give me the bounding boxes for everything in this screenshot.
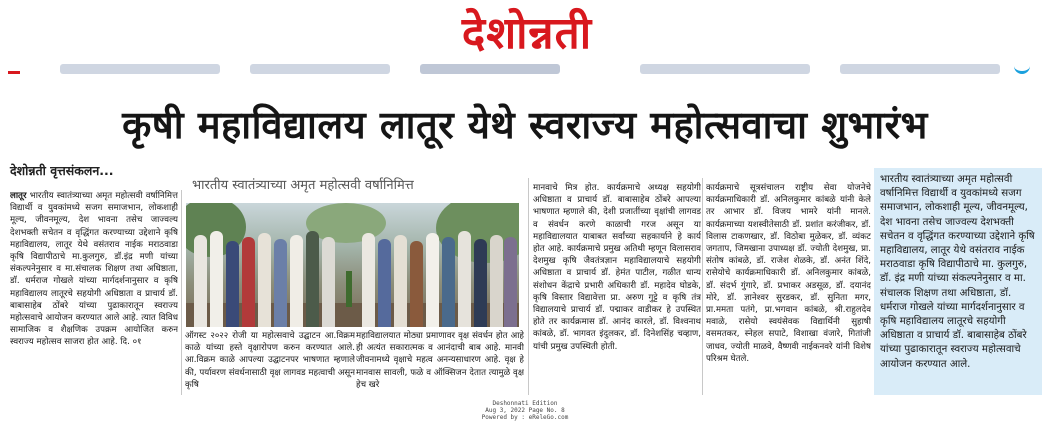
photo-person (442, 237, 455, 327)
photo-person (242, 237, 255, 327)
article-byline: देशोन्नती वृत्तसंकलन... (10, 163, 114, 178)
column-divider (181, 190, 182, 395)
highlight-sidebox: भारतीय स्वातंत्र्याच्या अमृत महोत्सवी वर्षानिमित्त विद्यार्थी व युवकांमध्ये सजग समाजभान, लोकशाही मूल्य, जीवनमूल्य, देश भावना तसेच जाज्वल्य देशभक्ती सचेतन व वृद्धिंगत करण्याच्या उद्देशाने कृषि महाविद्यालय, लातूर येथे वसंतराव नाईक मराठवाडा कृषि विद्यापीठाचे मा. कुलगुरु, डॉ. इंद्र मणी यांच्या संकल्पनेनुसार व मा. संचालक शिक्षण तथा अधिष्ठाता, डॉ. धर्मराज गोखले यांच्या मार्गदर्शनानुसार व कृषि महाविद्यालय लातूरचे सहयोगी अधिष्ठाता व प्राचार्य डॉ. बाबासाहेब ठोंबरे यांच्या पुढाकारातून स्वराज्य महोत्सवाचे आयोजन करण्यात आले. (874, 168, 1042, 395)
masthead (0, 0, 1050, 90)
masthead-cyan-mark (1014, 64, 1030, 74)
page-footer (0, 400, 1050, 421)
photo-person (490, 235, 503, 327)
photo-person (504, 237, 517, 327)
article-column-1-text: भारतीय स्वातंत्र्याच्या अमृत महोत्सवी वर्षानिमित्त विद्यार्थी व युवकांमध्ये सजग समाजभान, लोकशाही मूल्य, जीवनमूल्य, देश भावना तसेच जाज्वल्य देशभक्ती सचेतन व वृद्धिंगत करण्याच्या उद्देशाने कृषि महाविद्यालय, लातूर येथे वसंतराव नाईक मराठवाडा कृषि विद्यापीठाचे मा.कुलगुरु, डॉ.इंद्र मणी यांच्या संकल्पनेनुसार व मा.संचालक शिक्षण तथा अधिष्ठाता, डॉ. धर्मराज गोखले यांच्या मार्गदर्शनानुसार व कृषि महाविद्यालय लातूरचे सहयोगी अधिष्ठाता व प्राचार्य डॉ. बाबासाहेब ठोंबरे यांच्या पुढाकारातून स्वराज्य महोत्सवाचे आयोजन करण्यात आले आहे. त्यात विविध सामाजिक व शैक्षणिक उपक्रम आयोजित करुन स्वराज्य महोत्सव साजरा होत आहे. दि. ०१ (10, 191, 178, 348)
masthead-blur-band (250, 64, 390, 74)
article-dateline-place: लातूर (10, 191, 27, 201)
photo-person (290, 235, 303, 327)
photo-sapling (346, 271, 352, 307)
column-divider (528, 178, 529, 395)
article-column-1 (10, 190, 178, 390)
photo-person (458, 231, 471, 327)
article-column-mid-1: ऑगस्ट २०२२ रोजी या महोत्सवाचे उद्घाटन आ.विक्रम काळे यांच्या हस्ते वृक्षारोपण करुन करण्यात आले. आ.विक्रम काळे आपल्या उद्घाटनपर भाषणात म्हणाले की, पर्यावरण संवर्धनासाठी वृक्ष लागवड महत्वाची असून कृषि (185, 331, 355, 390)
masthead-blur-band (840, 64, 1000, 74)
photo-person (394, 235, 407, 327)
article-column-3: मानवाचे मित्र होत. कार्यक्रमाचे अध्यक्ष सहयोगी अधिष्ठाता व प्राचार्य डॉ. बाबासाहेब ठोंबरे आपल्या भाषणात म्हणाले की, देशी प्रजातींच्या वृक्षांची लागवड व संवर्धन करणे काळाची गरज असून या महाविद्यालयात याबाबत सर्वांच्या सहकार्याने हे कार्य होत आहे. कार्यक्रमाचे प्रमुख अतिथी म्हणून विलासराव देशमुख कृषि जैवतंत्रज्ञान महाविद्यालयाचे सहयोगी अधिष्ठाता व प्राचार्य डॉ. हेमंत पाटील, गळीत धान्य संशोधन केंद्राचे प्रभारी अधिकारी डॉ. महादेव घोडके, कृषि विस्तार विद्यावेत्ता प्रा. अरुण गुट्टे व कृषि तंत्र विद्यालयाचे प्राचार्य डॉ. पद्माकर वाडीकर हे उपस्थित होते तर कार्यक्रमास डॉ. आनंद कारले, डॉ. विश्वनाथ कांबळे, डॉ. भागवत इंदुलकर, डॉ. दिनेशसिंह चव्हाण, यांची प्रमुख उपस्थिती होती. (533, 183, 701, 352)
article-column-4: कार्यक्रमाचे सूत्रसंचालन राष्ट्रीय सेवा योजनेचे कार्यक्रमाधिकारी डॉ. अनिलकुमार कांबळे यांनी केले तर आभार डॉ. विजय भामरे यांनी मानले. कार्यक्रमाच्या यशस्वीतेसाठी डॉ. प्रशांत करंजीकर, डॉ. विलास टाकणखार, डॉ. विठोबा मुळेकर, डॉ. व्यंकट जगताप, जिमखाना उपाध्यक्ष डॉ. ज्योती देशमुख, प्रा. संतोष कांबळे, डॉ. राजेश शेळके, डॉ. अनंत शिंदे, रासेयोचे कार्यक्रमाधिकारी डॉ. अनिलकुमार कांबळे, डॉ. संदर्भ गुंगारे, डॉ. प्रभाकर अडसूळ, डॉ. दयानंद मोरे, डॉ. ज्ञानेश्वर सुरडकर, डॉ. सुनिता मगर, प्रा.ममता पतंगे, प्रा.भगवान कांबळे, श्री.राहुलदेव मवाळे, रासेयो स्वयंसेवक विद्यार्थिनी सुहाषी वसमतकर, स्नेहल सपाटे, विशाखा वंजारे, गितांजी जाधव, ज्योती माळवे, वैष्णवी नाईकनवरे यांनी विशेष परिश्रम घेतले. (706, 183, 871, 364)
photo-person (226, 241, 239, 327)
photo-person (274, 239, 287, 327)
masthead-logo: देशोन्नती (461, 8, 593, 59)
footer-edition: Deshonnati Edition (492, 400, 558, 407)
column-divider (702, 178, 703, 395)
article-photo (186, 203, 519, 327)
masthead-red-mark (8, 64, 20, 74)
masthead-strip (0, 64, 1050, 76)
photo-person (210, 231, 223, 327)
footer-date-page: Aug 3, 2022 Page No. 8 (485, 407, 565, 414)
masthead-blur-band (60, 64, 220, 74)
footer-powered-by: Powered by : eReleGo.com (481, 414, 569, 421)
masthead-blur-band (640, 64, 810, 74)
photo-caption: भारतीय स्वातंत्र्याच्या अमृत महोत्सवी वर्षानिमित्त (192, 178, 414, 193)
masthead-blur-band (420, 64, 560, 74)
photo-person (306, 231, 319, 327)
photo-person (378, 239, 391, 327)
photo-person (362, 233, 375, 327)
photo-person (258, 233, 271, 327)
article-headline: कृषी महाविद्यालय लातूर येथे स्वराज्य महोत्सवाचा शुभारंभ (122, 103, 928, 147)
article-column-mid-2: महाविद्यालयात मोठ्या प्रमाणावर वृक्ष संवर्धन होत आहे ही अत्यंत सकारात्मक व आनंदाची बाब आहे. मानवी जीवनामध्ये वृक्षाचे महत्व अनन्यसाधारण आहे. वृक्ष हे मानवास सावली, फळे व ऑक्सिजन देतात त्यामुळे वृक्ष हेच खरे (356, 331, 524, 390)
photo-person (426, 233, 439, 327)
photo-person (410, 241, 423, 327)
photo-person (322, 237, 335, 327)
photo-person (194, 235, 207, 327)
photo-person (474, 239, 487, 327)
